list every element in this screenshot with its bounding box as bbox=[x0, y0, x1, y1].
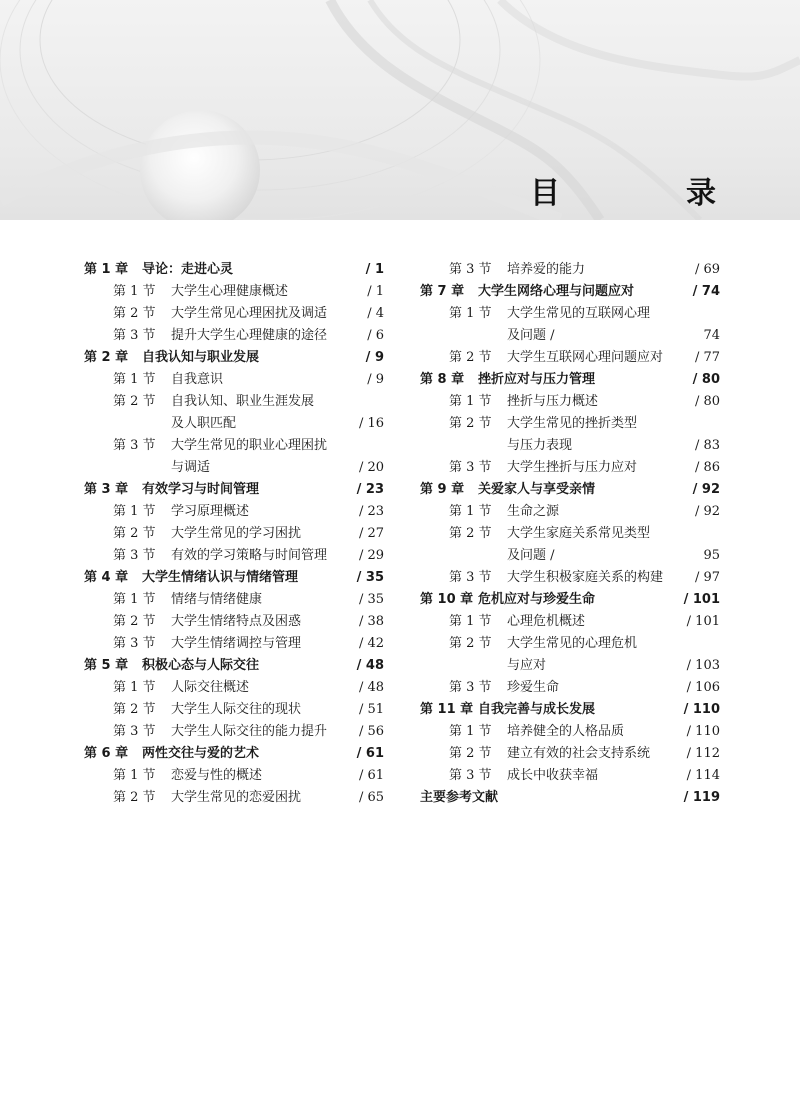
toc-entry-title: 大学生网络心理与问题应对 bbox=[478, 284, 635, 299]
toc-entry-continuation bbox=[84, 413, 384, 435]
toc-entry-number: 第 8 章 bbox=[420, 372, 465, 387]
toc-entry-number: 第 3 章 bbox=[84, 482, 129, 497]
toc-page-number: / 27 bbox=[358, 526, 384, 541]
toc-entry-title: 培养爱的能力 bbox=[507, 262, 586, 277]
toc-section-entry bbox=[420, 567, 720, 589]
toc-section-entry bbox=[420, 765, 720, 787]
toc-chapter-entry bbox=[420, 479, 720, 501]
toc-section-entry bbox=[84, 721, 384, 743]
toc-page-number: / 103 bbox=[686, 658, 720, 673]
toc-entry-number: 第 11 章 bbox=[420, 702, 474, 717]
toc-entry-title: 大学生常见的职业心理困扰 bbox=[171, 438, 328, 453]
toc-entry-number: 第 3 节 bbox=[449, 680, 492, 695]
toc-page-number: / 86 bbox=[694, 460, 720, 475]
toc-section-entry bbox=[84, 501, 384, 523]
toc-page-number: / 48 bbox=[358, 680, 384, 695]
toc-entry-continuation bbox=[420, 435, 720, 457]
toc-entry-title: 大学生情绪调控与管理 bbox=[171, 636, 302, 651]
toc-page-number: / 1 bbox=[367, 284, 384, 299]
toc-entry-title: 大学生常见的心理危机 bbox=[507, 636, 638, 651]
toc-entry-number: 第 2 节 bbox=[113, 614, 156, 629]
toc-entry-title: 与应对 bbox=[507, 658, 547, 673]
toc-right-column bbox=[420, 259, 720, 809]
toc-entry-title: 培养健全的人格品质 bbox=[507, 724, 625, 739]
toc-section-entry bbox=[84, 787, 384, 809]
toc-entry-title: 与调适 bbox=[171, 460, 211, 475]
toc-page-number: / 48 bbox=[356, 658, 384, 673]
toc-entry-title: 建立有效的社会支持系统 bbox=[507, 746, 651, 761]
toc-entry-number: 第 2 节 bbox=[449, 746, 492, 761]
toc-entry-title: 大学生人际交往的现状 bbox=[171, 702, 302, 717]
toc-entry-title: 恋爱与性的概述 bbox=[171, 768, 263, 783]
toc-entry-number: 第 1 节 bbox=[113, 592, 156, 607]
toc-entry-number: 第 2 节 bbox=[449, 526, 492, 541]
toc-entry-title: 大学生互联网心理问题应对 bbox=[507, 350, 664, 365]
toc-section-entry bbox=[84, 633, 384, 655]
toc-entry-title: 挫折与压力概述 bbox=[507, 394, 599, 409]
toc-entry-number: 第 1 节 bbox=[113, 372, 156, 387]
toc-page-number: / 42 bbox=[358, 636, 384, 651]
toc-section-entry bbox=[84, 611, 384, 633]
toc-page-number: / 119 bbox=[683, 790, 720, 805]
toc-entry-title: 与压力表现 bbox=[507, 438, 573, 453]
toc-entry-number: 第 1 节 bbox=[449, 614, 492, 629]
toc-page-number: / 112 bbox=[686, 746, 720, 761]
toc-entry-title: 导论：走进心灵 bbox=[142, 262, 234, 277]
toc-entry-continuation bbox=[420, 655, 720, 677]
toc-page-number: / 23 bbox=[356, 482, 384, 497]
toc-entry-title: 大学生积极家庭关系的构建 bbox=[507, 570, 664, 585]
toc-chapter-entry bbox=[420, 787, 720, 809]
toc-entry-number: 第 1 节 bbox=[449, 306, 492, 321]
toc-section-entry bbox=[420, 457, 720, 479]
toc-entry-title: 心理危机概述 bbox=[507, 614, 586, 629]
toc-entry-title: 主要参考文献 bbox=[420, 790, 499, 805]
toc-left-column bbox=[84, 259, 384, 809]
toc-entry-title: 两性交往与爱的艺术 bbox=[142, 746, 260, 761]
toc-entry-title: 大学生常见的挫折类型 bbox=[507, 416, 638, 431]
toc-entry-number: 第 3 节 bbox=[113, 328, 156, 343]
toc-entry-number: 第 2 节 bbox=[113, 702, 156, 717]
toc-chapter-entry bbox=[420, 369, 720, 391]
toc-page-number: / 1 bbox=[365, 262, 384, 277]
toc-chapter-entry bbox=[84, 479, 384, 501]
toc-chapter-entry bbox=[84, 347, 384, 369]
toc-section-entry bbox=[420, 501, 720, 523]
toc-entry-number: 第 3 节 bbox=[449, 262, 492, 277]
toc-entry-continuation bbox=[420, 325, 720, 347]
toc-section-entry bbox=[420, 633, 720, 655]
toc-entry-title: 大学生情绪认识与情绪管理 bbox=[142, 570, 299, 585]
toc-section-entry bbox=[84, 391, 384, 413]
toc-page-number: / 29 bbox=[358, 548, 384, 563]
toc-entry-number: 第 2 章 bbox=[84, 350, 129, 365]
toc-entry-title: 大学生人际交往的能力提升 bbox=[171, 724, 328, 739]
toc-page-number: / 114 bbox=[686, 768, 720, 783]
toc-section-entry bbox=[420, 611, 720, 633]
toc-page-number: 95 bbox=[703, 548, 720, 563]
toc-chapter-entry bbox=[84, 655, 384, 677]
toc-entry-number: 第 2 节 bbox=[113, 394, 156, 409]
toc-chapter-entry bbox=[420, 281, 720, 303]
toc-entry-title: 关爱家人与享受亲情 bbox=[478, 482, 596, 497]
toc-page-number: / 61 bbox=[358, 768, 384, 783]
toc-entry-title: 大学生家庭关系常见类型 bbox=[507, 526, 651, 541]
toc-entry-number: 第 1 节 bbox=[449, 724, 492, 739]
toc-page-number: / 9 bbox=[367, 372, 384, 387]
toc-entry-number: 第 3 节 bbox=[113, 724, 156, 739]
toc-entry-title: 大学生挫折与压力应对 bbox=[507, 460, 638, 475]
toc-entry-title: 提升大学生心理健康的途径 bbox=[171, 328, 328, 343]
toc-page-number: / 77 bbox=[694, 350, 720, 365]
toc-entry-title: 积极心态与人际交往 bbox=[142, 658, 260, 673]
toc-chapter-entry bbox=[84, 743, 384, 765]
toc-page-number: / 38 bbox=[358, 614, 384, 629]
toc-page-number: / 35 bbox=[358, 592, 384, 607]
toc-section-entry bbox=[420, 391, 720, 413]
toc-page-number: / 80 bbox=[692, 372, 720, 387]
toc-section-entry bbox=[420, 413, 720, 435]
toc-page-number: / 23 bbox=[358, 504, 384, 519]
toc-entry-title: 学习原理概述 bbox=[171, 504, 250, 519]
toc-entry-title: 自我完善与成长发展 bbox=[478, 702, 596, 717]
toc-entry-number: 第 1 节 bbox=[449, 504, 492, 519]
toc-entry-title: 自我认知、职业生涯发展 bbox=[171, 394, 315, 409]
toc-page-number: / 16 bbox=[358, 416, 384, 431]
toc-chapter-entry bbox=[420, 589, 720, 611]
toc-page-number: / 69 bbox=[694, 262, 720, 277]
toc-entry-title: 危机应对与珍爱生命 bbox=[478, 592, 596, 607]
toc-chapter-entry bbox=[420, 699, 720, 721]
toc-entry-number: 第 2 节 bbox=[449, 416, 492, 431]
toc-entry-title: 及问题 / bbox=[507, 548, 555, 563]
toc-page-number: / 97 bbox=[694, 570, 720, 585]
toc-entry-number: 第 1 节 bbox=[113, 768, 156, 783]
toc-entry-title: 大学生情绪特点及困惑 bbox=[171, 614, 302, 629]
toc-section-entry bbox=[420, 743, 720, 765]
toc-entry-title: 自我认知与职业发展 bbox=[142, 350, 260, 365]
toc-page-number: / 110 bbox=[683, 702, 720, 717]
toc-entry-number: 第 2 节 bbox=[113, 526, 156, 541]
toc-section-entry bbox=[84, 303, 384, 325]
toc-entry-number: 第 3 节 bbox=[113, 636, 156, 651]
toc-section-entry bbox=[84, 435, 384, 457]
toc-page-number: / 35 bbox=[356, 570, 384, 585]
toc-section-entry bbox=[420, 721, 720, 743]
toc-entry-title: 情绪与情绪健康 bbox=[171, 592, 263, 607]
toc-page-number: 74 bbox=[703, 328, 720, 343]
toc-entry-number: 第 9 章 bbox=[420, 482, 465, 497]
toc-section-entry bbox=[84, 677, 384, 699]
toc-entry-title: 大学生常见的互联网心理 bbox=[507, 306, 651, 321]
toc-section-entry bbox=[84, 281, 384, 303]
toc-section-entry bbox=[84, 369, 384, 391]
toc-entry-number: 第 3 节 bbox=[449, 768, 492, 783]
toc-page-number: / 4 bbox=[367, 306, 384, 321]
toc-entry-title: 大学生心理健康概述 bbox=[171, 284, 289, 299]
toc-page-number: / 80 bbox=[694, 394, 720, 409]
toc-section-entry bbox=[420, 303, 720, 325]
toc-page-number: / 92 bbox=[694, 504, 720, 519]
toc-entry-title: 成长中收获幸福 bbox=[507, 768, 599, 783]
toc-entry-title: 大学生常见的学习困扰 bbox=[171, 526, 302, 541]
toc-entry-number: 第 1 章 bbox=[84, 262, 129, 277]
toc-page-number: / 65 bbox=[358, 790, 384, 805]
toc-section-entry bbox=[84, 523, 384, 545]
header-banner bbox=[0, 0, 800, 220]
toc-entry-number: 第 3 节 bbox=[113, 548, 156, 563]
toc-page-number: / 101 bbox=[683, 592, 720, 607]
toc-page-number: / 20 bbox=[358, 460, 384, 475]
toc-entry-continuation bbox=[84, 457, 384, 479]
toc-entry-number: 第 3 节 bbox=[449, 570, 492, 585]
toc-entry-title: 生命之源 bbox=[507, 504, 560, 519]
toc-page-number: / 92 bbox=[692, 482, 720, 497]
toc-entry-title: 及人职匹配 bbox=[171, 416, 237, 431]
toc-page-number: / 83 bbox=[694, 438, 720, 453]
toc-entry-number: 第 6 章 bbox=[84, 746, 129, 761]
toc-entry-number: 第 2 节 bbox=[449, 350, 492, 365]
toc-entry-title: 珍爱生命 bbox=[507, 680, 560, 695]
toc-section-entry bbox=[84, 589, 384, 611]
toc-entry-number: 第 3 节 bbox=[449, 460, 492, 475]
toc-section-entry bbox=[420, 347, 720, 369]
toc-entry-title: 挫折应对与压力管理 bbox=[478, 372, 596, 387]
toc-page-number: / 61 bbox=[356, 746, 384, 761]
toc-entry-title: 及问题 / bbox=[507, 328, 555, 343]
toc-entry-number: 第 1 节 bbox=[449, 394, 492, 409]
toc-entry-title: 大学生常见的恋爱困扰 bbox=[171, 790, 302, 805]
toc-page-number: / 106 bbox=[686, 680, 720, 695]
toc-entry-title: 有效的学习策略与时间管理 bbox=[171, 548, 328, 563]
toc-section-entry bbox=[84, 545, 384, 567]
toc-page-number: / 9 bbox=[365, 350, 384, 365]
toc-section-entry bbox=[84, 699, 384, 721]
toc-entry-title: 大学生常见心理困扰及调适 bbox=[171, 306, 328, 321]
toc-page-number: / 74 bbox=[692, 284, 720, 299]
page-title: 目 录 bbox=[530, 176, 764, 211]
toc-entry-number: 第 2 节 bbox=[113, 306, 156, 321]
toc-entry-number: 第 10 章 bbox=[420, 592, 474, 607]
toc-page-number: / 6 bbox=[367, 328, 384, 343]
toc-entry-continuation bbox=[420, 545, 720, 567]
toc-entry-number: 第 3 节 bbox=[113, 438, 156, 453]
toc-entry-number: 第 7 章 bbox=[420, 284, 465, 299]
toc-entry-number: 第 2 节 bbox=[449, 636, 492, 651]
toc-page-number: / 101 bbox=[686, 614, 720, 629]
toc-entry-number: 第 1 节 bbox=[113, 680, 156, 695]
toc-chapter-entry bbox=[84, 259, 384, 281]
toc-entry-number: 第 5 章 bbox=[84, 658, 129, 673]
toc-entry-title: 有效学习与时间管理 bbox=[142, 482, 260, 497]
toc-section-entry bbox=[84, 325, 384, 347]
toc-page-number: / 110 bbox=[686, 724, 720, 739]
toc-section-entry bbox=[420, 259, 720, 281]
toc-section-entry bbox=[84, 765, 384, 787]
toc-page-number: / 51 bbox=[358, 702, 384, 717]
toc-entry-number: 第 2 节 bbox=[113, 790, 156, 805]
toc-section-entry bbox=[420, 677, 720, 699]
toc-entry-number: 第 1 节 bbox=[113, 284, 156, 299]
toc-entry-number: 第 4 章 bbox=[84, 570, 129, 585]
toc-entry-title: 自我意识 bbox=[171, 372, 224, 387]
toc-section-entry bbox=[420, 523, 720, 545]
toc-entry-number: 第 1 节 bbox=[113, 504, 156, 519]
toc-entry-title: 人际交往概述 bbox=[171, 680, 250, 695]
toc-chapter-entry bbox=[84, 567, 384, 589]
toc-page-number: / 56 bbox=[358, 724, 384, 739]
